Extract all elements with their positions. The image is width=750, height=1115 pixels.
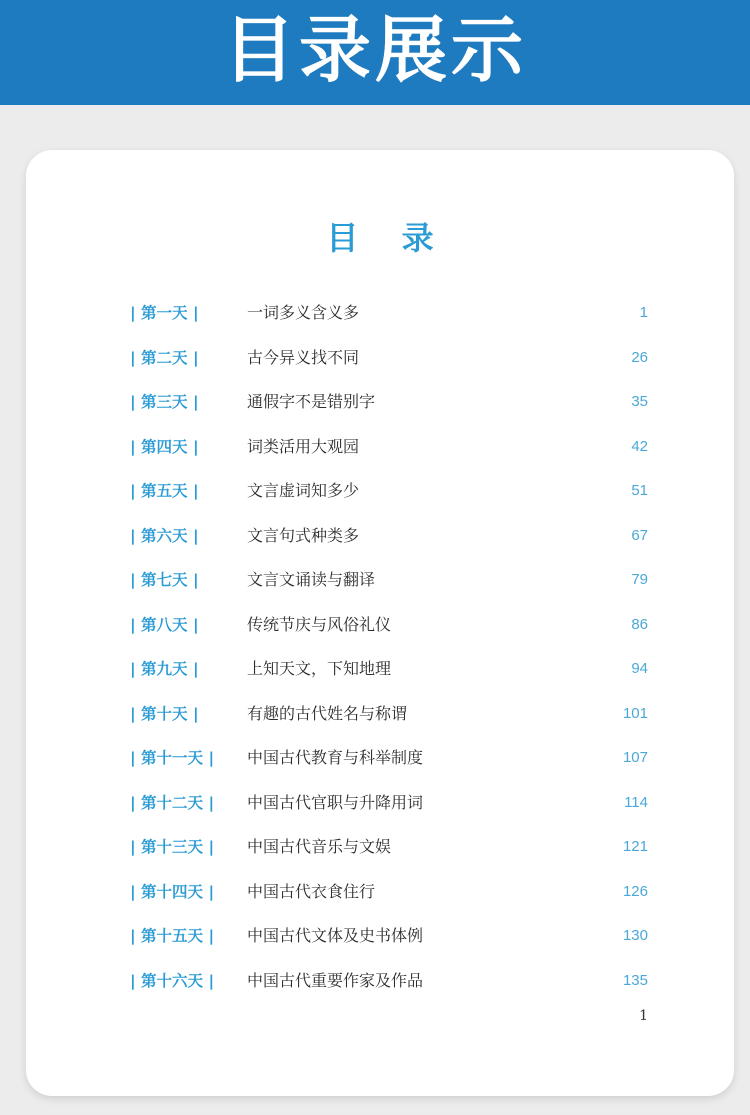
toc-entry[interactable]	[26, 603, 734, 648]
banner-title: 目录展示	[222, 7, 527, 92]
day-label: | 第四天 |	[130, 437, 199, 456]
toc-page	[26, 150, 734, 1096]
chapter-title: 有趣的古代姓名与称谓	[247, 703, 408, 723]
day-label: | 第十二天 |	[130, 793, 215, 812]
page-number: 79	[631, 571, 648, 588]
chapter-title: 词类活用大观园	[247, 436, 360, 456]
page-number: 101	[622, 704, 648, 722]
toc-entry[interactable]	[26, 514, 734, 559]
toc-entry[interactable]	[26, 558, 734, 603]
day-label: | 第八天 |	[130, 615, 199, 634]
day-label: | 第十天 |	[130, 704, 199, 723]
page-number: 130	[622, 927, 648, 944]
toc-entry[interactable]	[26, 825, 734, 870]
page-number: 51	[631, 482, 648, 499]
toc-entry[interactable]	[26, 291, 734, 336]
chapter-title: 文言文诵读与翻译	[247, 570, 376, 589]
toc-list	[26, 291, 734, 1003]
page-number: 35	[631, 393, 648, 410]
page-number: 114	[624, 793, 648, 811]
chapter-title: 一词多义含义多	[247, 303, 360, 322]
day-label: | 第二天 |	[130, 348, 199, 367]
chapter-title: 中国古代音乐与文娱	[247, 837, 392, 856]
toc-entry[interactable]	[26, 469, 734, 514]
page-number: 86	[631, 615, 648, 633]
day-label: | 第三天 |	[130, 393, 199, 411]
page-number: 107	[622, 749, 648, 766]
chapter-title: 中国古代衣食住行	[247, 881, 376, 901]
page-number: 135	[622, 971, 648, 989]
toc-entry[interactable]	[26, 336, 734, 381]
page-number: 26	[631, 348, 648, 366]
chapter-title: 上知天文，下知地理	[247, 659, 392, 678]
day-label: | 第十六天 |	[130, 971, 215, 990]
header-banner	[0, 0, 750, 105]
day-label: | 第一天 |	[130, 304, 199, 322]
chapter-title: 中国古代文体及史书体例	[247, 926, 424, 945]
toc-entry[interactable]	[26, 425, 734, 470]
page-number: 126	[622, 882, 648, 900]
chapter-title: 文言句式种类多	[247, 525, 360, 545]
chapter-title: 文言虚词知多少	[247, 481, 360, 500]
toc-entry[interactable]	[26, 647, 734, 692]
page-number: 94	[631, 660, 648, 677]
toc-entry[interactable]	[26, 736, 734, 781]
chapter-title: 中国古代重要作家及作品	[247, 970, 424, 990]
chapter-title: 通假字不是错别字	[247, 392, 376, 411]
day-label: | 第十四天 |	[130, 882, 215, 901]
day-label: | 第十三天 |	[130, 838, 215, 856]
chapter-title: 中国古代教育与科举制度	[247, 748, 424, 767]
toc-entry[interactable]	[26, 781, 734, 826]
folio-page-number: 1	[639, 1008, 648, 1024]
toc-entry[interactable]	[26, 914, 734, 959]
day-label: | 第十五天 |	[130, 927, 215, 945]
toc-entry[interactable]	[26, 870, 734, 915]
day-label: | 第六天 |	[130, 526, 199, 545]
day-label: | 第五天 |	[130, 482, 199, 500]
chapter-title: 古今异义找不同	[247, 347, 360, 367]
page-number: 42	[631, 437, 648, 455]
page-number: 67	[631, 526, 648, 544]
toc-entry[interactable]	[26, 692, 734, 737]
toc-entry[interactable]	[26, 380, 734, 425]
chapter-title: 传统节庆与风俗礼仪	[247, 614, 392, 634]
chapter-title: 中国古代官职与升降用词	[247, 792, 424, 812]
day-label: | 第十一天 |	[130, 749, 215, 767]
day-label: | 第九天 |	[130, 660, 199, 678]
page-number: 1	[639, 304, 648, 321]
toc-title: 目 录	[326, 219, 450, 257]
page-number: 121	[622, 838, 648, 855]
toc-entry[interactable]	[26, 959, 734, 1004]
day-label: | 第七天 |	[130, 571, 199, 589]
